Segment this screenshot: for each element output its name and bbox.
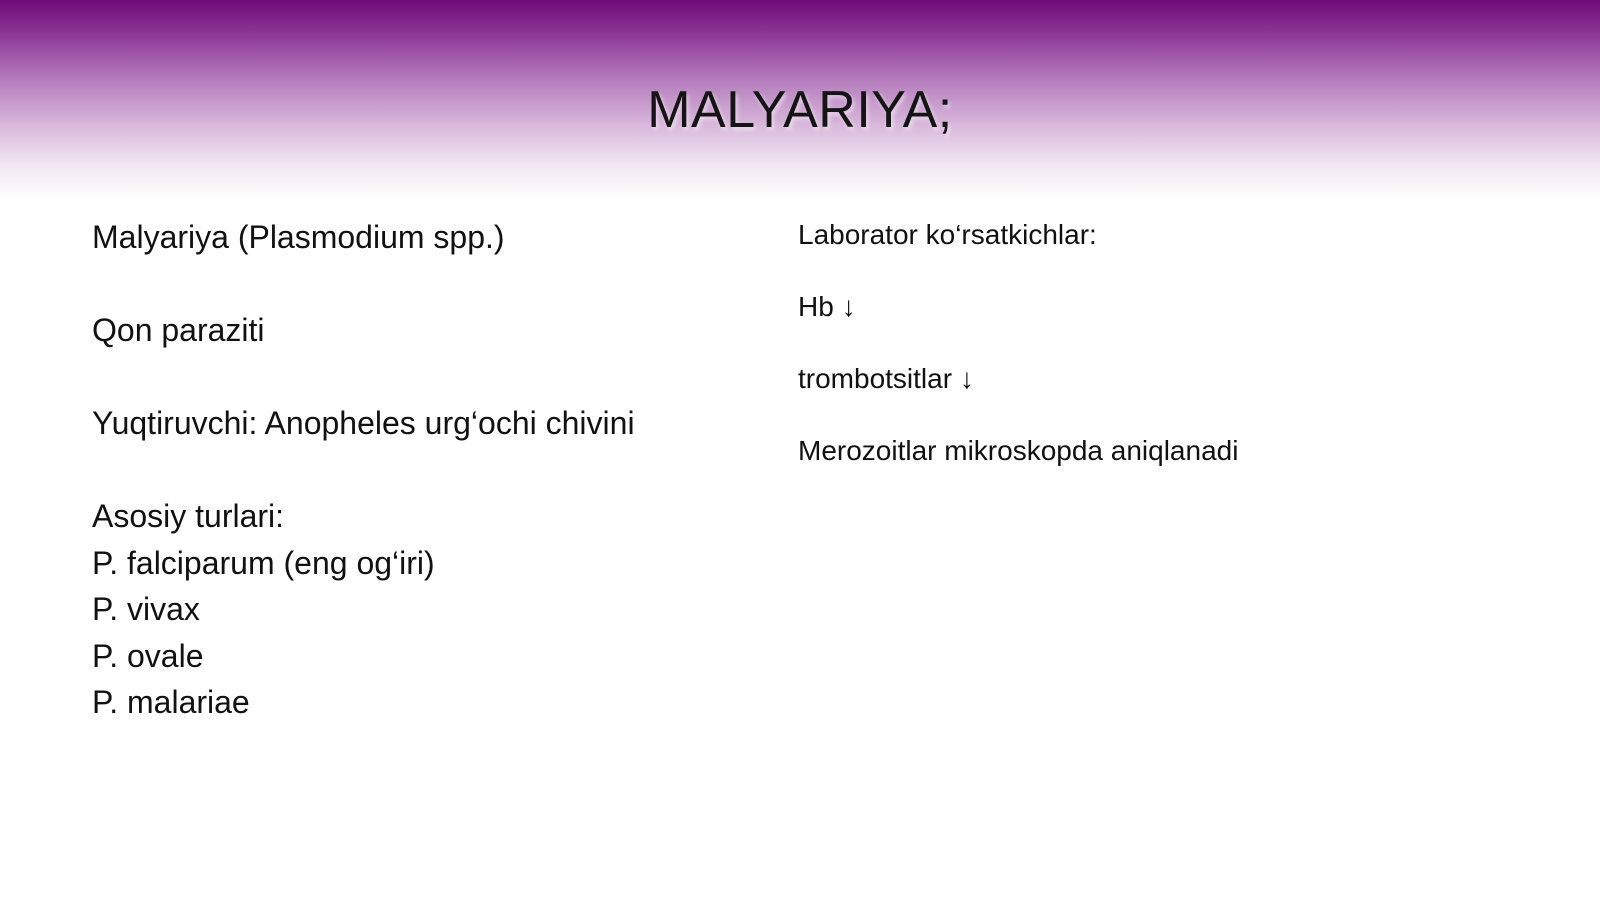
- right-text-column: [798, 214, 1558, 502]
- text-line-qon-paraziti: Qon paraziti: [92, 312, 265, 348]
- species-item: P. malariae: [92, 684, 250, 720]
- slide-title: MALYARIYA;: [647, 81, 953, 139]
- blank-line: [92, 447, 752, 494]
- text-line-asosiy-turlari: Asosiy turlari:: [92, 498, 285, 534]
- blank-line: [92, 354, 752, 401]
- text-line-malyariya: Malyariya (Plasmodium spp.): [92, 219, 505, 255]
- species-item: P. vivax: [92, 591, 200, 627]
- left-text-column: [92, 214, 752, 726]
- lab-item: trombotsitlar ↓: [798, 363, 974, 394]
- text-line-yuqtiruvchi: Yuqtiruvchi: Anopheles urg‘ochi chivini: [92, 405, 635, 441]
- text-line-laborator: Laborator ko‘rsatkichlar:: [798, 219, 1097, 250]
- species-item: P. falciparum (eng og‘iri): [92, 544, 435, 581]
- lab-item: Merozoitlar mikroskopda aniqlanadi: [798, 435, 1239, 466]
- species-item: P. ovale: [92, 637, 204, 674]
- lab-item: Hb ↓: [798, 291, 856, 322]
- blank-line: [92, 261, 752, 308]
